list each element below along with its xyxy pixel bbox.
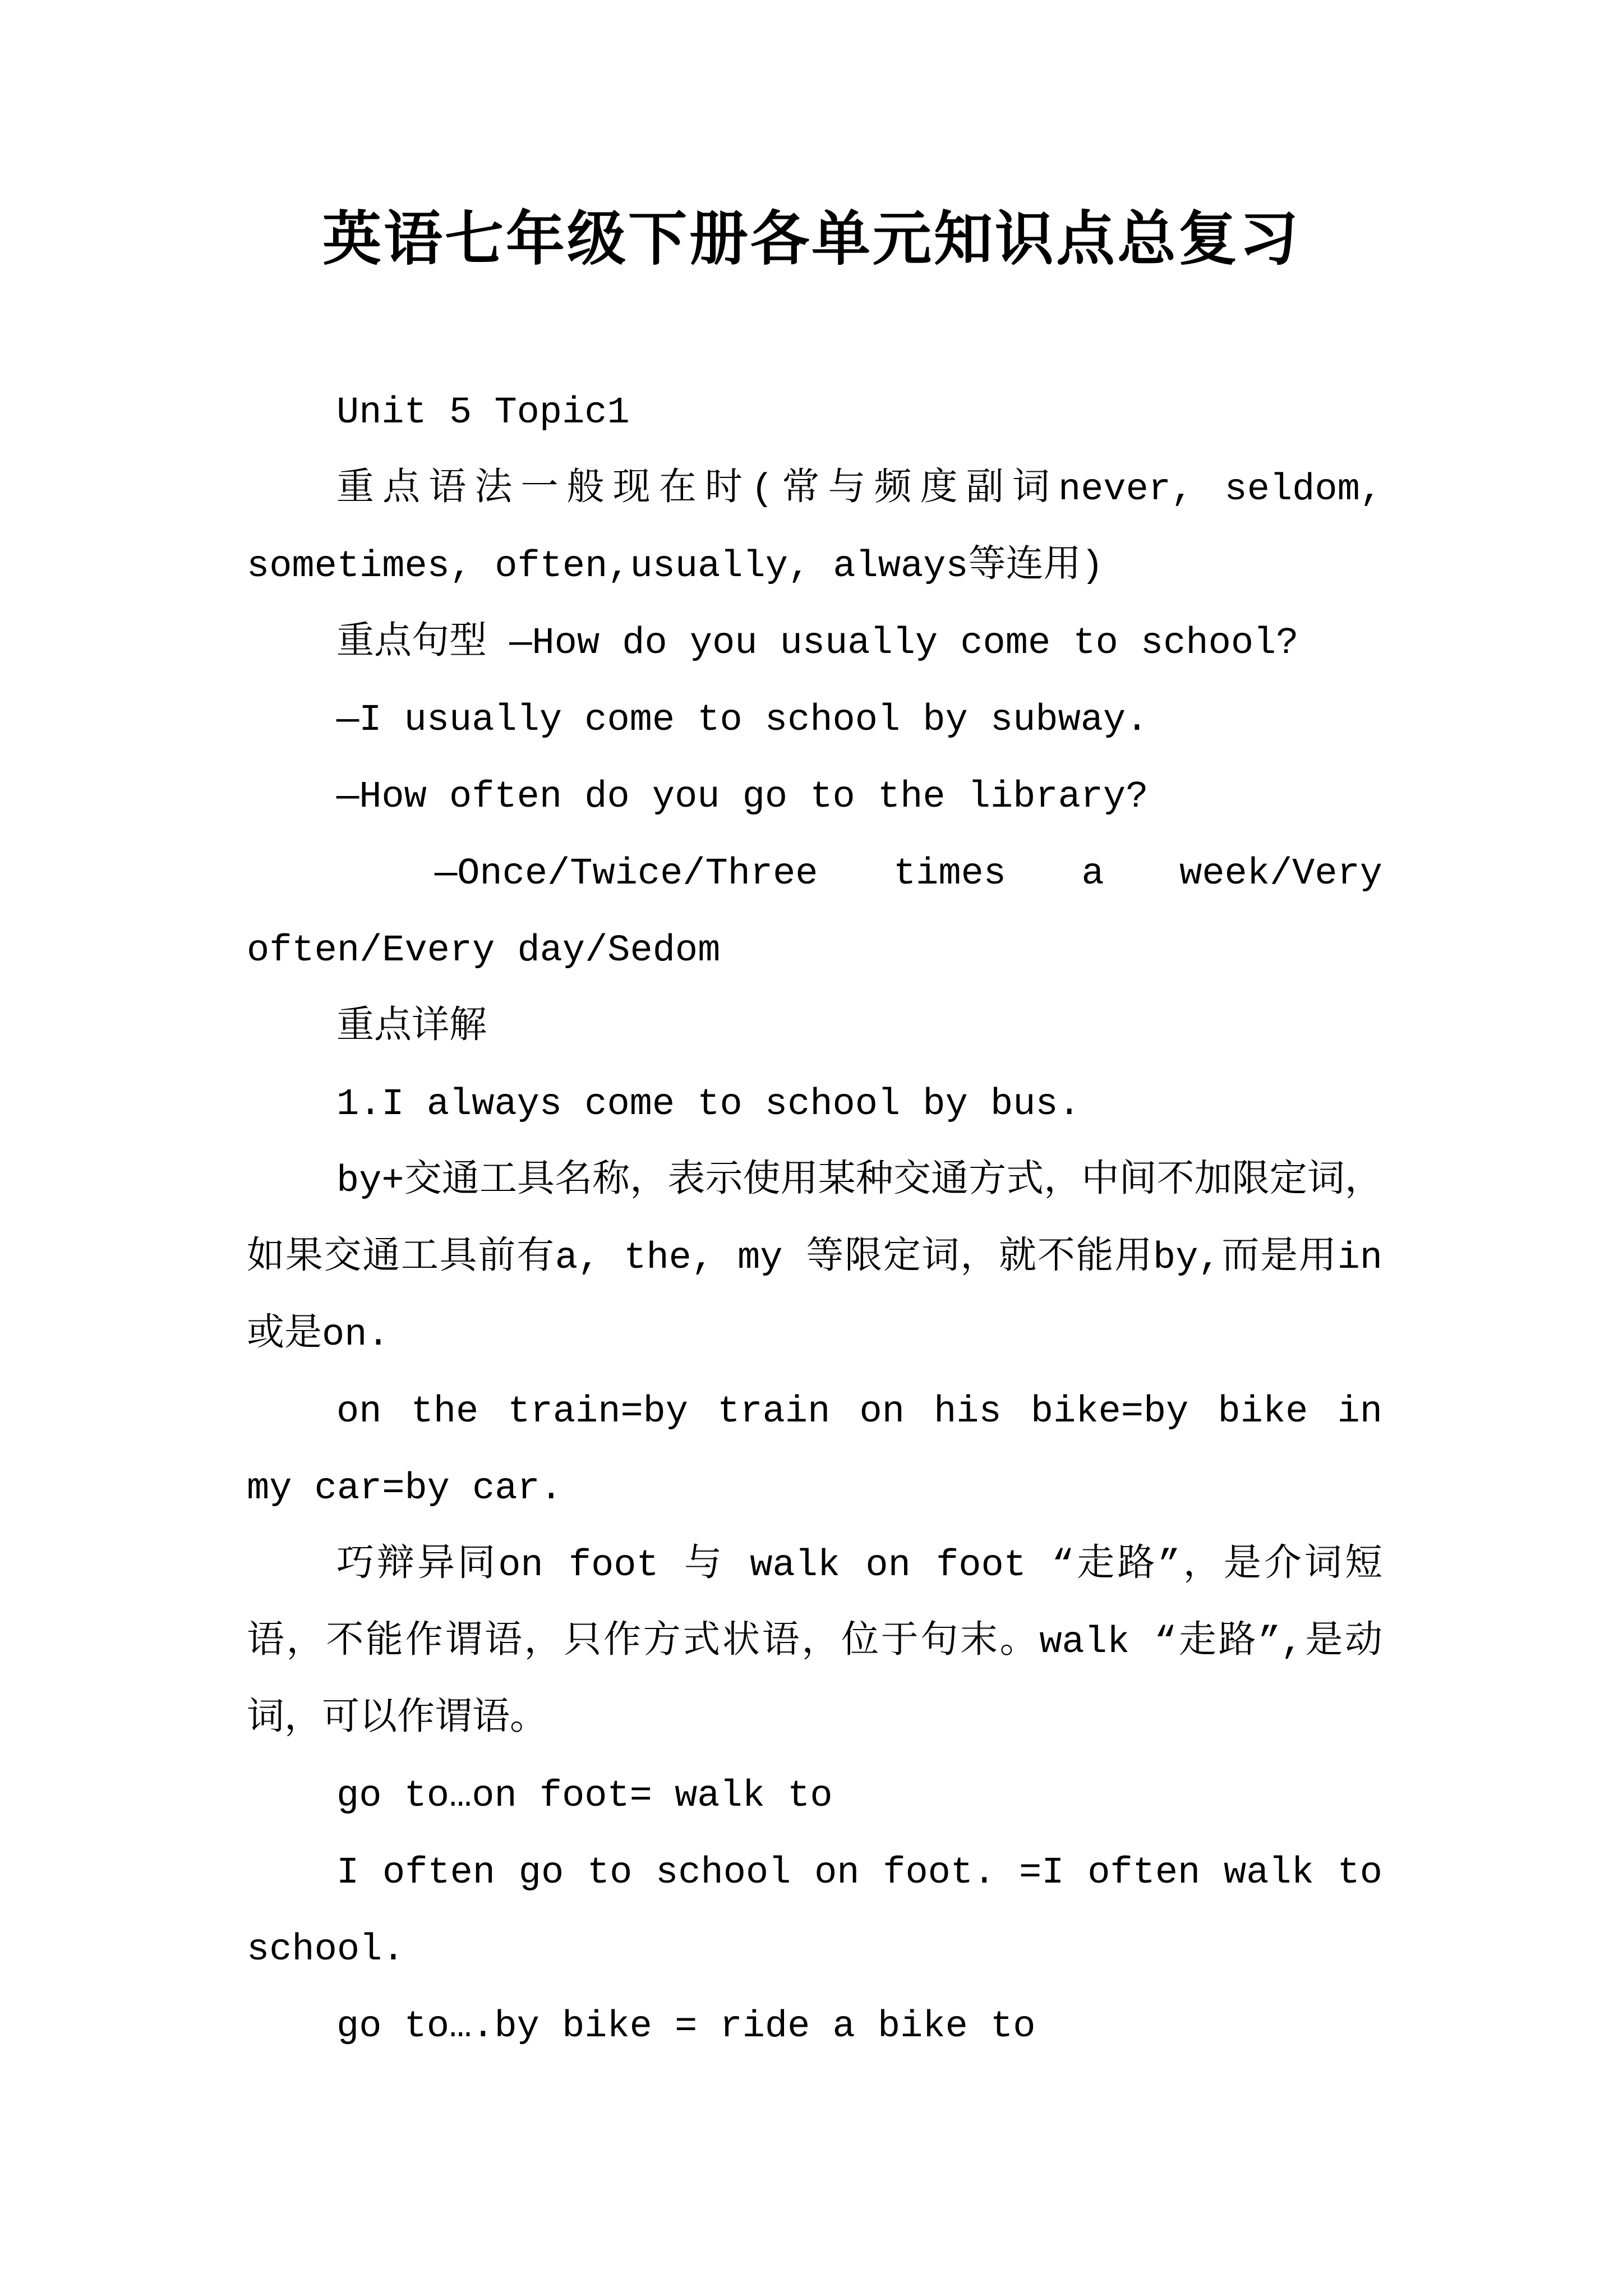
paragraph-question-library: —How often do you go to the library? bbox=[336, 776, 1149, 818]
paragraph-go-on-foot-rule: go to…on foot= walk to bbox=[336, 1775, 833, 1818]
paragraph-walk-example: I often go to school on foot. =I often walk to school. bbox=[247, 1852, 1382, 1971]
paragraph-key-sentence: 重点句型 —How do you usually come to school? bbox=[336, 622, 1299, 665]
paragraph-transport-equivalents: on the train=by train on his bike=by bike in my car=by car. bbox=[247, 1391, 1382, 1510]
paragraph-key-details-heading: 重点详解 bbox=[336, 1006, 487, 1049]
paragraph-unit-heading: Unit 5 Topic1 bbox=[336, 392, 630, 434]
paragraph-by-transport-explanation: by+交通工具名称，表示使用某种交通方式，中间不加限定词，如果交通工具前有a, the, my 等限定词，就不能用by,而是用in或是on. bbox=[247, 1160, 1382, 1356]
paragraph-answer-frequency: —Once/Twice/Three times a week/Very often/Every day/Sedom bbox=[247, 853, 1382, 972]
document-title: 英语七年级下册各单元知识点总复习 bbox=[322, 204, 1301, 273]
paragraph-key-grammar: 重点语法一般现在时(常与频度副词never, seldom, sometimes, often,usually, always等连用) bbox=[247, 468, 1382, 588]
document-body bbox=[247, 375, 1382, 2065]
paragraph-example-bus: 1.I always come to school by bus. bbox=[336, 1083, 1081, 1126]
paragraph-on-foot-vs-walk: 巧辩异同on foot 与 walk on foot “走路”，是介词短语，不能作谓语，只作方式状语，位于句末。walk “走路”,是动词，可以作谓语。 bbox=[247, 1544, 1382, 1741]
paragraph-bike-rule: go to….by bike = ride a bike to bbox=[336, 2005, 1036, 2048]
paragraph-answer-subway: —I usually come to school by subway. bbox=[336, 699, 1149, 742]
